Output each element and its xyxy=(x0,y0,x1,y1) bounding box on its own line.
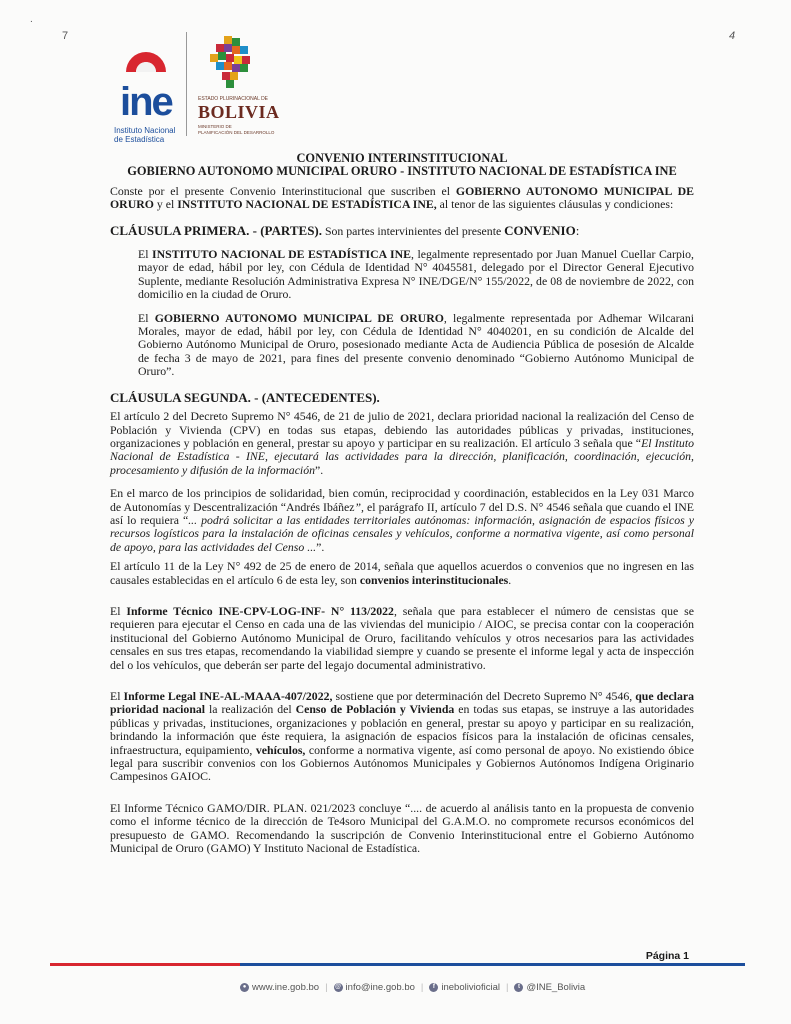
email-icon: @ xyxy=(335,984,341,990)
bold-run: GOBIERNO AUTONOMO MUNICIPAL DE ORURO xyxy=(154,310,444,325)
clause-2-paragraph-1 xyxy=(110,410,694,477)
text-run: , legalmente representado por Juan Manuel Cuellar Carpio, mayor de edad, hábil por ley, con Cédula de Identidad N° 4045581, delegado por el Director General Ejecutivo Suplente, mediante Resolución Administrativa Expresa N° INE/DGE/N° 155/2022, de 08 de noviembre de 2022, con domicilio en la ciudad de Oruro. xyxy=(138,247,694,302)
bold-run: CONVENIO xyxy=(504,222,576,238)
text-run: en todas sus etapas, se instruye a las autoridades públicas y privadas, instituciones, organizaciones y población en general, prestar su apoyo y participar en su realización, brindando la información que éste requiera, la asignación de espacios físicos para la instalación de oficinas censales, infraestructura, equipamiento, xyxy=(110,702,694,757)
clause-1-party-ine xyxy=(138,248,694,302)
page-handwritten-number: 4 xyxy=(729,30,736,42)
italic-run: ”, xyxy=(354,499,365,514)
separator: | xyxy=(505,982,509,993)
text-run: el parágrafo II, artículo 7 del D.S. N° 4546 señala que cuando el INE así lo requiera “ xyxy=(110,499,694,527)
ine-logo xyxy=(112,30,182,144)
text-run: El xyxy=(138,247,153,262)
clause-1-party-gamo xyxy=(138,312,694,379)
text-run: El xyxy=(138,310,155,325)
footer-email[interactable] xyxy=(334,982,415,993)
clause-2-paragraph-2 xyxy=(110,487,694,554)
footer-twitter[interactable] xyxy=(514,982,585,993)
bolivia-logo xyxy=(196,36,286,140)
footer-line-red xyxy=(50,963,240,966)
text-run: ”. xyxy=(316,539,325,554)
text-run: , legalmente representada por Adhemar Wilcarani Morales, mayor de edad, hábil por ley, con Cédula de Identidad N° 4040201, en su condición de Alcalde del Gobierno Autónomo Municipal de Oruro, posesionado mediante Acta de Audiencia Pública de posesión de Alcalde de fecha 3 de mayo de 2021, para fines del presente convenio denominado “Gobierno Autónomo Municipal de Oruro”. xyxy=(138,310,695,379)
text-run: El artículo 11 de la Ley N° 492 de 25 de enero de 2014, señala que aquellos acuerdos o convenios que no ingresen en las causales establecidas en el artículo 6 de esta ley, son xyxy=(110,559,694,587)
footer-twitter-text: @INE_Bolivia xyxy=(526,982,586,993)
bold-run: INSTITUTO NACIONAL DE ESTADÍSTICA INE xyxy=(152,247,412,262)
bold-run: CLÁUSULA PRIMERA. - (PARTES). xyxy=(110,222,323,238)
facebook-icon: f xyxy=(429,983,438,992)
italic-run: El Instituto Nacional de Estadística - INE, ejecutará las actividades para la dirección, planificación, coordinación, ejecución, procesamiento y difusión de la información xyxy=(110,435,695,477)
document-body xyxy=(110,152,694,855)
ine-logo-arc-icon xyxy=(124,34,168,74)
bold-run: GOBIERNO AUTONOMO MUNICIPAL DE ORURO xyxy=(110,183,695,212)
clause-1-heading xyxy=(110,224,694,238)
text-run: , señala que para establecer el número de censistas que se requieren para ejecutar el Censo en cada una de las viviendas del municipio / AIOC, se precisa contar con la cooperación institucional del Gobierno Autónomo Municipal de Oruro, facilitando vehículos y otros necesarios para las actividades censales en sus tres etapas, recomendando la viabilidad siempre y cuando se presente el informe legal y acta de inspección del o los vehículos, que deberán ser parte del legajo documental administrativo. xyxy=(110,603,694,672)
bolivia-ministry-line: PLANIFICACIÓN DEL DESARROLLO xyxy=(198,129,275,135)
text-run: sostiene que por determinación del Decreto Supremo N° 4546, xyxy=(332,689,636,703)
footer-facebook-text: inebolivioficial xyxy=(441,982,500,993)
separator: | xyxy=(325,982,328,993)
ine-subtitle-line: de Estadística xyxy=(114,135,165,144)
text-run: El xyxy=(110,689,124,703)
intro-paragraph xyxy=(110,185,694,212)
text-run: la realización del xyxy=(205,702,296,717)
separator: | xyxy=(420,982,424,993)
footer-line-blue xyxy=(240,963,745,966)
bolivia-state-line: ESTADO PLURINACIONAL DE xyxy=(198,96,269,102)
text-run: El artículo 2 del Decreto Supremo N° 4546, de 21 de julio de 2021, declara prioridad nacional la realización del Censo de Población y Vivienda (CPV) en todas sus etapas, debiendo las autoridades públicas y privadas, instituciones, organizaciones y población en general, prestar su apoyo y participar en su realización. El artículo 3 señala que “ xyxy=(110,409,694,450)
document-subtitle: GOBIERNO AUTONOMO MUNICIPAL ORURO - INSTITUTO NACIONAL DE ESTADÍSTICA INE xyxy=(127,164,677,179)
bolivia-wordmark: BOLIVIA xyxy=(198,102,280,122)
ine-wordmark: ine xyxy=(120,80,172,124)
footer-email-text: info@ine.gob.bo xyxy=(345,982,415,993)
footer-facebook[interactable] xyxy=(429,982,500,993)
bold-run: Censo de Población y Vivienda xyxy=(295,702,455,717)
footer-contacts xyxy=(240,982,600,993)
bold-run: Informe Técnico INE-CPV-LOG-INF- N° 113/2022 xyxy=(126,603,394,618)
text-run: conforme a normativa vigente, así como personal de apoyo. No existiendo óbice legal para suscribir convenios con los Gobiernos Autónomos Municipales y Gobiernos Autónomos Indígena Originario Campesinos GAIOC. xyxy=(110,742,694,784)
bolivia-mosaic-icon xyxy=(206,36,256,92)
bolivia-ministry xyxy=(198,124,288,135)
margin-mark: 7 xyxy=(62,30,69,42)
ine-subtitle xyxy=(114,126,184,144)
page-number: Página 1 xyxy=(645,950,689,962)
footer-web-text: www.ine.gob.bo xyxy=(252,982,320,993)
clause-2-heading: CLÁUSULA SEGUNDA. - (ANTECEDENTES). xyxy=(110,389,380,405)
bold-run: Informe Legal INE-AL-MAAA-407/2022, xyxy=(123,689,333,703)
logo-divider xyxy=(186,32,187,136)
clause-2-paragraph-5 xyxy=(110,690,694,784)
text-run: Conste por el presente Convenio Interinstitucional que suscriben el xyxy=(110,183,456,198)
clause-2-paragraph-3 xyxy=(110,560,694,587)
globe-icon: ● xyxy=(240,983,249,992)
bold-run: INSTITUTO NACIONAL DE ESTADÍSTICA INE, xyxy=(177,197,437,212)
bold-run: que declara prioridad nacional xyxy=(110,689,694,717)
text-run: . xyxy=(508,572,512,587)
text-run: Son partes intervinientes del presente xyxy=(322,223,505,238)
text-run: El xyxy=(110,603,127,618)
text-run: ”. xyxy=(315,462,324,477)
text-run: En el marco de los principios de solidaridad, bien común, reciprocidad y coordinación, establecidos en la Ley 031 Marco de Autonomías y Descentralización “Andrés Ibáñez xyxy=(110,486,694,514)
footer-web[interactable] xyxy=(240,982,319,993)
text-run: : xyxy=(575,222,580,238)
bold-run: vehículos, xyxy=(255,742,306,757)
text-run: al tenor de las siguientes cláusulas y condiciones: xyxy=(436,197,674,212)
clause-2-paragraph-4 xyxy=(110,605,694,672)
bold-run: convenios interinstitucionales xyxy=(359,572,509,587)
clause-2-paragraph-6: El Informe Técnico GAMO/DIR. PLAN. 021/2023 concluye “.... de acuerdo al análisis tanto en la propuesta de convenio como el informe técnico de la dirección de Te4soro Municipal del G.A.M.O. no compromete recursos económicos del presupuesto de GAMO. Recomendando la suscripción de Convenio Interinstitucional entre el Gobierno Autónomo Municipal de Oruro (GAMO) Y Instituto Nacional de Estadística. xyxy=(110,800,694,856)
ine-subtitle-line: Instituto Nacional xyxy=(114,126,176,135)
twitter-icon: t xyxy=(514,983,523,992)
italic-run: ... podrá solicitar a las entidades territoriales autónomas: información, asignación de espacios físicos y recursos logísticos para la instalación de oficinas censales y vehículos, conforme a normativa vigente, así como personal de apoyo, para las actividades del Censo ... xyxy=(110,512,694,554)
bolivia-ministry-line: MINISTERIO DE xyxy=(198,124,232,129)
document-title: CONVENIO INTERINSTITUCIONAL xyxy=(296,151,508,165)
text-run: y el xyxy=(153,197,178,212)
margin-mark: . xyxy=(30,14,33,25)
